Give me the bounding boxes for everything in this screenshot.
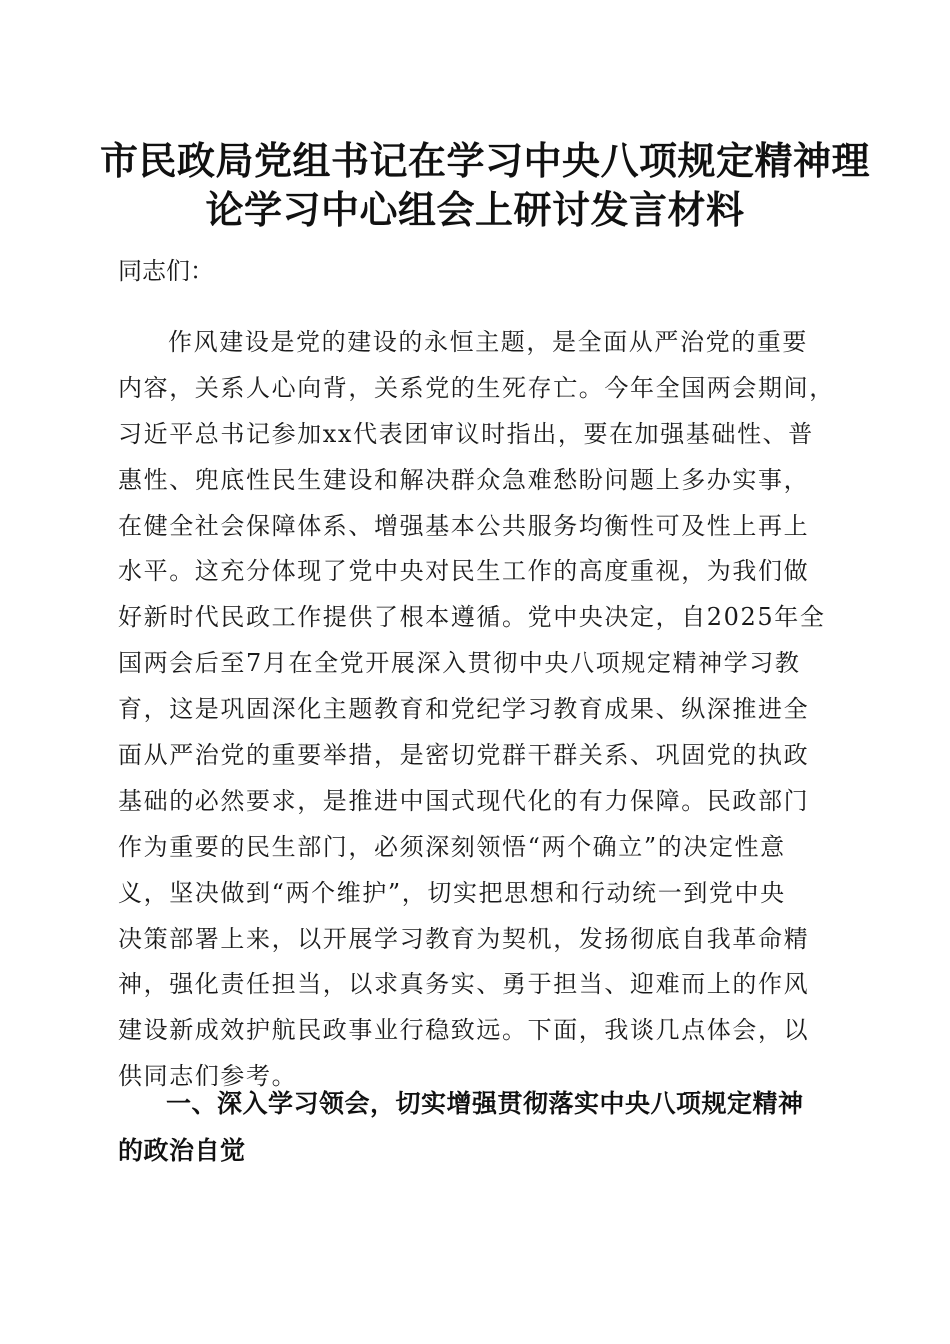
section-heading-line: 一、深入学习领会，切实增强贯彻落实中央八项规定精神 xyxy=(166,1089,804,1118)
paragraph-line: 神，强化责任担当，以求真务实、勇于担当、迎难而上的作风 xyxy=(118,970,810,999)
paragraph-line: 面从严治党的重要举措，是密切党群干群关系、巩固党的执政 xyxy=(118,741,810,770)
title-line: 市民政局党组书记在学习中央八项规定精神理 xyxy=(100,138,871,183)
body-paragraph xyxy=(118,320,838,1100)
title-line: 论学习中心组会上研讨发言材料 xyxy=(205,187,745,232)
paragraph-line: 内容，关系人心向背，关系党的生死存亡。今年全国两会期间， xyxy=(118,373,835,402)
salutation: 同志们： xyxy=(118,257,214,285)
paragraph-line: 作风建设是党的建设的永恒主题，是全面从严治党的重要 xyxy=(168,328,808,356)
paragraph-line: 育，这是巩固深化主题教育和党纪学习教育成果、纵深推进全 xyxy=(118,695,810,724)
paragraph-line: 决策部署上来，以开展学习教育为契机，发扬彻底自我革命精 xyxy=(118,924,810,953)
document-title xyxy=(100,136,871,234)
section-heading-line: 的政治自觉 xyxy=(118,1136,246,1165)
paragraph-line: 习近平总书记参加xx代表团审议时指出，要在加强基础性、普 xyxy=(118,419,814,448)
paragraph-line: 建设新成效护航民政事业行稳致远。下面，我谈几点体会，以 xyxy=(118,1016,810,1045)
paragraph-line: 作为重要的民生部门，必须深刻领悟“两个确立”的决定性意 xyxy=(118,832,786,861)
paragraph-line: 惠性、兜底性民生建设和解决群众急难愁盼问题上多办实事， xyxy=(118,465,810,494)
paragraph-line: 国两会后至7月在全党开展深入贯彻中央八项规定精神学习教 xyxy=(118,649,801,678)
paragraph-line: 好新时代民政工作提供了根本遵循。党中央决定，自2025年全 xyxy=(118,603,826,632)
paragraph-line: 基础的必然要求，是推进中国式现代化的有力保障。民政部门 xyxy=(118,786,810,815)
paragraph-line: 在健全社会保障体系、增强基本公共服务均衡性可及性上再上 xyxy=(118,511,810,540)
paragraph-line: 水平。这充分体现了党中央对民生工作的高度重视，为我们做 xyxy=(118,557,810,586)
section-heading xyxy=(118,1080,838,1174)
paragraph-line: 供同志们参考。 xyxy=(118,1062,298,1091)
paragraph-line: 义，坚决做到“两个维护”，切实把思想和行动统一到党中央 xyxy=(118,878,786,907)
